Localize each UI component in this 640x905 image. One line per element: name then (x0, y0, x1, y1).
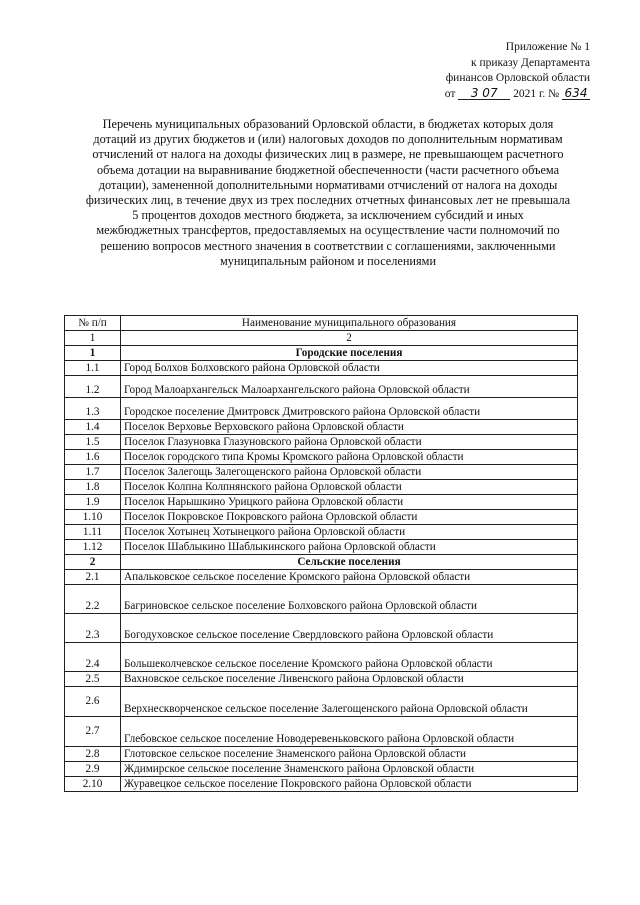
table-row (65, 570, 578, 585)
appendix-date-line (390, 87, 590, 103)
row-number: 1.3 (65, 398, 121, 420)
row-number: 2.7 (65, 717, 121, 747)
row-number: 1.7 (65, 465, 121, 480)
title-line: Перечень муниципальных образований Орловской области, в бюджетах которых доля (102, 117, 554, 131)
row-number: 2.1 (65, 570, 121, 585)
table-row (65, 450, 578, 465)
table-row (65, 435, 578, 450)
table-index-row (65, 331, 578, 346)
row-number: 2.3 (65, 614, 121, 643)
row-number: 2.4 (65, 643, 121, 672)
row-name: Большеколчевское сельское поселение Кромского района Орловской области (121, 643, 578, 672)
appendix-block (390, 40, 590, 102)
table-row (65, 672, 578, 687)
row-name: Сельские поселения (121, 555, 578, 570)
table-row (65, 747, 578, 762)
row-number: 2.5 (65, 672, 121, 687)
table-row (65, 361, 578, 376)
row-name: Город Малоархангельск Малоархангельского района Орловской области (121, 376, 578, 398)
row-name: Городские поселения (121, 346, 578, 361)
table-row (65, 465, 578, 480)
row-number: 1.10 (65, 510, 121, 525)
table-row (65, 643, 578, 672)
row-name: Город Болхов Болховского района Орловской области (121, 361, 578, 376)
table-row (65, 717, 578, 747)
row-number: 1.2 (65, 376, 121, 398)
row-number: 2.6 (65, 687, 121, 717)
row-number: 1.1 (65, 361, 121, 376)
row-number: 2.2 (65, 585, 121, 614)
row-number: 1.5 (65, 435, 121, 450)
document-title (68, 117, 588, 269)
row-number: 2.8 (65, 747, 121, 762)
row-name: Вахновское сельское поселение Ливенского района Орловской области (121, 672, 578, 687)
row-name: Журавецкое сельское поселение Покровского района Орловской области (121, 777, 578, 792)
row-name: Поселок городского типа Кромы Кромского района Орловской области (121, 450, 578, 465)
appendix-title: Приложение № 1 (505, 41, 590, 53)
row-name: Багриновское сельское поселение Болховского района Орловской области (121, 585, 578, 614)
row-name: Ждимирское сельское поселение Знаменского района Орловской области (121, 762, 578, 777)
section-row (65, 346, 578, 361)
table-row (65, 687, 578, 717)
title-line: решению вопросов местного значения в соответствии с соглашениями, заключенными (100, 238, 556, 253)
row-name: Богодуховское сельское поселение Свердловского района Орловской области (121, 614, 578, 643)
row-number: 2.10 (65, 777, 121, 792)
row-name: Поселок Покровское Покровского района Орловской области (121, 510, 578, 525)
index-col-2: 2 (121, 331, 578, 346)
row-name: Городское поселение Дмитровск Дмитровского района Орловской области (121, 398, 578, 420)
table-row (65, 614, 578, 643)
header-name: Наименование муниципального образования (121, 316, 578, 331)
table-header-row (65, 316, 578, 331)
title-line: муниципальным районом и поселениями (219, 253, 437, 268)
title-line: 5 процентов доходов местного бюджета, за исключением субсидий и иных (132, 208, 524, 223)
row-number: 1.9 (65, 495, 121, 510)
title-line: дотации), замененной дополнительными нормативами отчислений от налога на доходы (98, 177, 558, 192)
header-number: № п/п (65, 316, 121, 331)
row-number: 1.4 (65, 420, 121, 435)
table-row (65, 777, 578, 792)
row-number: 1.11 (65, 525, 121, 540)
row-name: Поселок Шаблыкино Шаблыкинского района Орловской области (121, 540, 578, 555)
row-name: Верхнескворченское сельское поселение Залегощенского района Орловской области (121, 687, 578, 717)
row-name: Поселок Глазуновка Глазуновского района Орловской области (121, 435, 578, 450)
table-row (65, 495, 578, 510)
row-name: Поселок Колпна Колпнянского района Орловской области (121, 480, 578, 495)
handwritten-date: 3 07 (458, 87, 510, 100)
title-line: межбюджетных трансфертов, предоставляемых на осуществление части полномочий по (96, 223, 560, 238)
row-number: 1.8 (65, 480, 121, 495)
table-row (65, 420, 578, 435)
table-row (65, 525, 578, 540)
row-name: Поселок Верховье Верховского района Орловской области (121, 420, 578, 435)
appendix-year-label: 2021 г. № (513, 87, 560, 100)
appendix-from-label: от (444, 87, 456, 100)
table-row (65, 762, 578, 777)
section-row (65, 555, 578, 570)
table-row (65, 376, 578, 398)
row-name: Глотовское сельское поселение Знаменского района Орловской области (121, 747, 578, 762)
row-number: 1 (65, 346, 121, 361)
appendix-order: к приказу Департамента (471, 56, 590, 69)
index-col-1: 1 (65, 331, 121, 346)
title-line: отчислений от налога на доходы физических лиц в размере, не превышающем расчетного (92, 147, 564, 162)
title-line: физических лиц, в течение двух из трех последних отчетных финансовых лет не превышала (85, 193, 571, 208)
table-row (65, 480, 578, 495)
title-line: объема дотации на выравнивание бюджетной обеспеченности (части расчетного объема (96, 162, 560, 177)
table-row (65, 585, 578, 614)
row-name: Поселок Залегощь Залегощенского района Орловской области (121, 465, 578, 480)
table-row (65, 398, 578, 420)
table-row (65, 510, 578, 525)
municipalities-table (64, 315, 578, 792)
row-name: Поселок Хотынец Хотынецкого района Орловской области (121, 525, 578, 540)
row-name: Апальковское сельское поселение Кромского района Орловской области (121, 570, 578, 585)
table-row (65, 540, 578, 555)
handwritten-number: 634 (562, 87, 590, 100)
title-line: дотаций из других бюджетов и (или) налоговых доходов по дополнительным нормативам (93, 132, 563, 147)
row-number: 2.9 (65, 762, 121, 777)
row-number: 1.6 (65, 450, 121, 465)
row-number: 2 (65, 555, 121, 570)
appendix-department: финансов Орловской области (445, 72, 590, 84)
row-number: 1.12 (65, 540, 121, 555)
row-name: Поселок Нарышкино Урицкого района Орловской области (121, 495, 578, 510)
row-name: Глебовское сельское поселение Новодеревеньковского района Орловской области (121, 717, 578, 747)
